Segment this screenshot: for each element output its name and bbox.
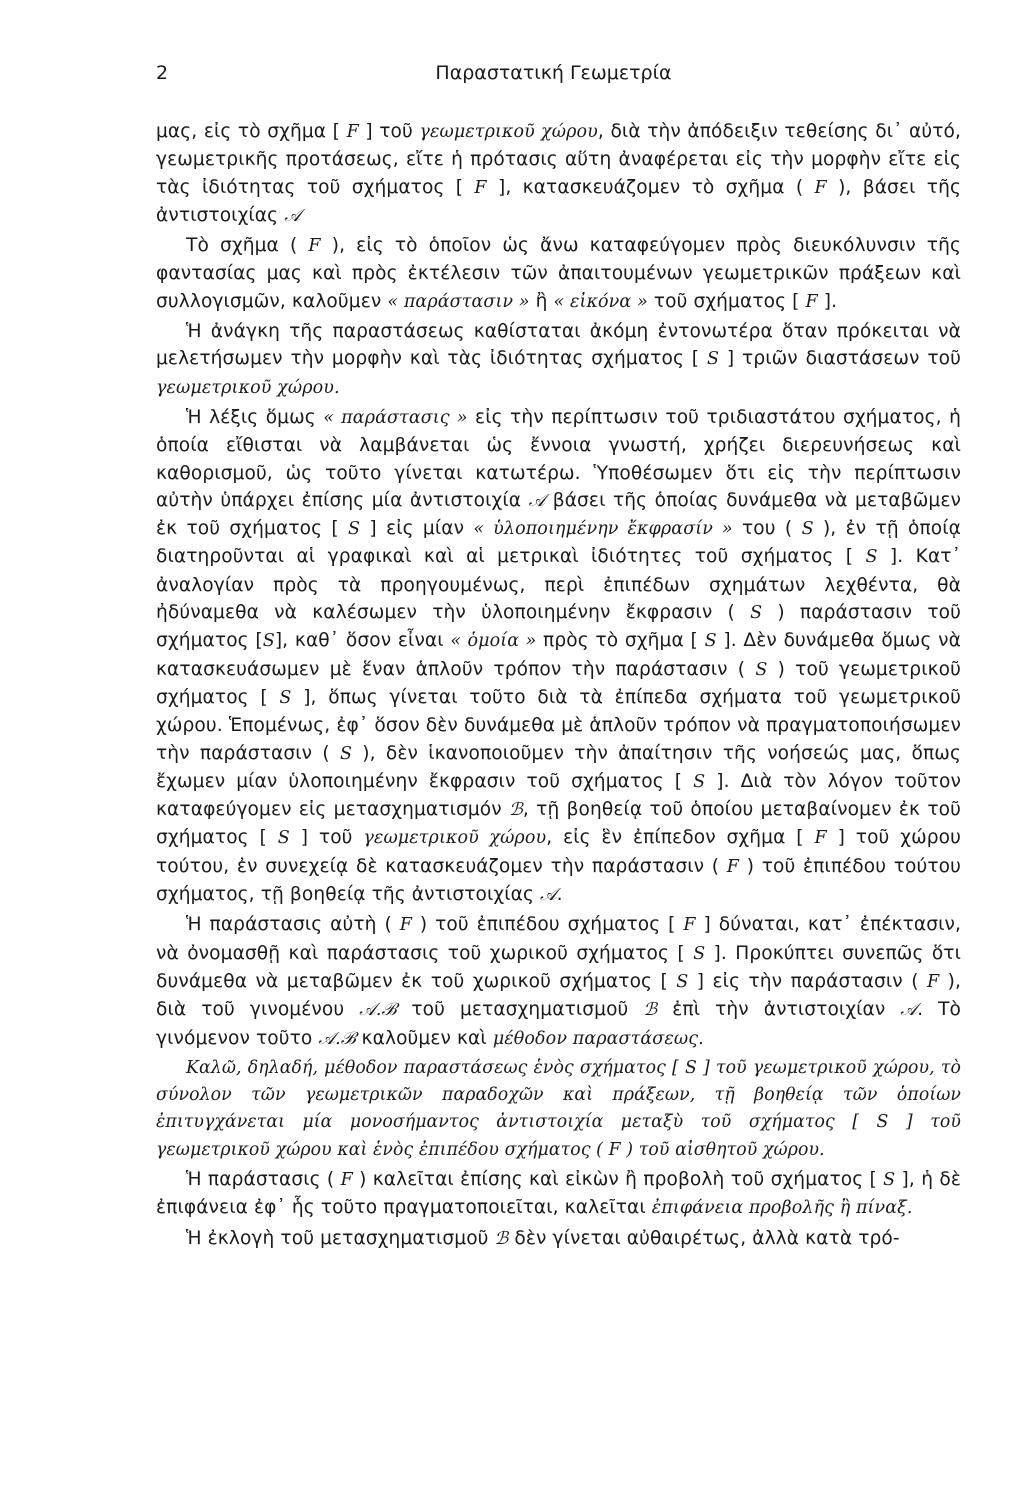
italic-text: S [693, 771, 706, 792]
text-run: , διὰ τὴν ἀπόδειξιν τεθείσης δι᾽ αὐτό, γεωμετρικῆς προτάσεως, εἴτε ἡ πρότασις αὕτη ἀναφέρεται εἰς τὴν μορφὴν εἴτε εἰς τὰς ἰδιότητας τοῦ σχήματος [ [156, 121, 962, 198]
text-run: . Τὸ γινόμενον τοῦτο [156, 999, 962, 1049]
italic-text: S [693, 943, 706, 964]
text-run: ), εἰς τὸ ὁποῖον ὡς ἄνω καταφεύγομεν πρὸς διευκόλυνσιν τῆς φαντασίας μας καὶ πρὸς ἐκτέλεσιν τῶν ἀπαιτουμένων γεωμετρικῶν πράξεων καὶ συλλογισμῶν, καλοῦμεν [156, 235, 961, 312]
text-run: καλοῦμεν καὶ [355, 1027, 493, 1049]
text-run: ), ἐν τῇ ὁποίᾳ διατηροῦνται αἱ γραφικαὶ καὶ αἱ μετρικαὶ ἰδιότητες τοῦ σχήματος [ [156, 518, 962, 568]
italic-text: F [683, 915, 696, 936]
italic-text: 𝒜 [540, 885, 557, 906]
italic-text: S [883, 1169, 896, 1190]
paragraph [156, 1166, 961, 1223]
text-run: ]. Προκύπτει συνεπῶς ὅτι δυνάμεθα νὰ μεταβῶμεν ἐκ τοῦ χωρικοῦ σχήματος [ [156, 942, 961, 992]
italic-text: γεωμετρικοῦ χώρου [419, 122, 598, 142]
italic-text: ℬ [643, 1000, 658, 1021]
italic-text: ℬ [509, 800, 523, 821]
italic-text: 𝒜.ℬ [318, 1028, 356, 1049]
paragraph [156, 232, 961, 316]
text-run: Ἡ ἐκλογὴ τοῦ μετασχηματισμοῦ [186, 1227, 495, 1249]
text-run: Ἡ ἀνάγκη τῆς παραστάσεως καθίσταται ἀκόμη ἐντονωτέρα ὅταν πρόκειται νὰ μελετήσωμεν τὴν μορφὴν καὶ τὰς ἰδιότητας σχήματος [ [156, 321, 961, 370]
text-run: Ἡ παράστασις ( [186, 1168, 341, 1190]
text-run: ), δὲν ἱκανοποιοῦμεν τὴν ἀπαίτησιν τῆς νοήσεώς μας, ὅπως ἔχωμεν μίαν ὑλοποιημένην ἔκφρασιν τοῦ σχήματος [ [156, 742, 961, 792]
paragraph [156, 404, 961, 909]
paragraph [156, 1225, 961, 1253]
italic-text: F [474, 177, 487, 198]
text-run: ) τοῦ ἐπιπέδου σχήματος [ [411, 914, 684, 936]
italic-text: F [346, 122, 359, 142]
italic-text: S [676, 971, 689, 992]
text-run: ) τοῦ ἐπιπέδου τούτου σχήματος, τῇ βοηθείᾳ τῆς ἀντιστοιχίας [156, 855, 961, 906]
text-run: ], καθ᾽ ὅσον εἶναι [274, 630, 451, 652]
running-title: Παραστατική Γεωμετρία [435, 62, 672, 84]
text-run: ), βάσει τῆς ἀντιστοιχίας [156, 176, 961, 226]
text-run: ]. [817, 290, 838, 312]
text-run: ], ἡ δὲ ἐπιφάνεια ἐφ᾽ ἧς τοῦτο πραγματοποιεῖται, καλεῖται [156, 1168, 961, 1219]
text-run: Καλῶ, δηλαδή, μέθοδον παραστάσεως ἑνὸς σχήματος [ S ] τοῦ γεωμετρικοῦ χώρου, τὸ σύνολον τῶν γεωμετρικῶν παραδοχῶν καὶ πράξεων, τῇ βοηθείᾳ τῶν ὁποίων ἐπιτυγχάνεται μία μονοσήμαντος ἀντιστοιχία μεταξὺ τοῦ σχήματος [ S ] τοῦ γεωμετρικοῦ χώρου καὶ ἑνὸς ἐπιπέδου σχήματος ( F ) τοῦ αἰσθητοῦ χώρου. [156, 1057, 961, 1160]
text-run: . [556, 884, 563, 906]
text-run: ) τοῦ γεωμετρικοῦ σχήματος [ [156, 658, 961, 708]
text-run: ]. Δὲν δυνάμεθα ὅμως νὰ κατασκευάσωμεν μὲ ἕναν ἁπλοῦν τρόπον τὴν παράστασιν ( [156, 630, 961, 680]
text-run: Ἡ λέξις ὅμως [186, 406, 324, 428]
text-run: ἐπὶ τὴν ἀντιστοιχίαν [657, 999, 901, 1021]
italic-text: « παράστασις » [323, 407, 468, 428]
text-run: Τὸ σχῆμα ( [186, 235, 309, 257]
text-run: ]. Διὰ τὸν λόγον τοῦτον καταφεύγομεν εἰς μετασχηματισμόν [156, 770, 961, 821]
italic-text: « παράστασιν » [387, 291, 530, 312]
paragraph [156, 318, 961, 402]
italic-text: F [399, 915, 412, 936]
text-run: ] εἰς τὴν παράστασιν ( [688, 970, 927, 992]
text-run: ] εἰς μίαν [360, 518, 474, 540]
italic-text: F [308, 236, 321, 257]
italic-text: « ὁμοία » [450, 631, 537, 652]
italic-text: ℬ [494, 1228, 509, 1249]
italic-text: 𝒜 [284, 205, 301, 226]
definition-paragraph [156, 1055, 961, 1164]
text-run: ) καλεῖται ἐπίσης καὶ εἰκὼν ἢ προβολὴ τοῦ σχήματος [ [352, 1168, 884, 1190]
italic-text: F [340, 1169, 353, 1190]
italic-text: F [726, 856, 740, 877]
text-run: τοῦ μετασχηματισμοῦ [396, 999, 644, 1021]
text-run: ]. Κατ᾽ ἀναλογίαν πρὸς τὰ προηγουμένως, περὶ ἐπιπέδων σχημάτων λεχθέντα, θὰ ἠδύναμεθα νὰ καλέσωμεν τὴν ὑλοποιημένην ἔκφρασιν ( [156, 546, 961, 624]
page-header [156, 62, 961, 96]
text-run: ), διὰ τοῦ γινομένου [156, 970, 961, 1021]
text-run: πρὸς τὸ σχῆμα [ [536, 630, 705, 652]
text-run: μας, εἰς τὸ σχῆμα [ [156, 121, 347, 142]
italic-text: F [814, 828, 827, 849]
italic-text: S [865, 547, 878, 568]
text-run: ] τριῶν διαστάσεων τοῦ [719, 348, 961, 370]
italic-text: ἐπιφάνεια προβολῆς ἢ πίναξ. [651, 1198, 913, 1219]
text-run: ) παράστασιν τοῦ σχήματος [ [156, 602, 961, 652]
italic-text: S [750, 603, 763, 624]
italic-text: S [801, 519, 814, 540]
text-run: δὲν γίνεται αὐθαιρέτως, ἀλλὰ κατὰ τρό- [508, 1227, 900, 1249]
text-run: τοῦ σχήματος [ [647, 290, 806, 312]
italic-text: F [814, 177, 827, 198]
text-run: ], κατασκευάζομεν τὸ σχῆμα ( [486, 176, 815, 198]
paragraph [156, 118, 961, 230]
text-run: ] τοῦ [358, 121, 420, 142]
italic-text: S [348, 519, 361, 540]
italic-text: 𝒜.ℬ [359, 1000, 397, 1021]
text-run: εἰς τὴν περίπτωσιν τοῦ τριδιαστάτου σχήματος, ἡ ὁποία εἴθισται νὰ λαμβάνεται ὡς ἔννοια γνωστή, χρήζει διερευνήσεως καὶ καθορισμοῦ, ὡς τοῦτο γίνεται κατωτέρω. Ὑποθέσωμεν ὅτι εἰς τὴν περίπτωσιν αὐτὴν ὑπάρχει ἐπίσης μία ἀντιστοιχία [156, 406, 961, 511]
italic-text: S [704, 631, 717, 652]
italic-text: F [805, 291, 818, 312]
text-run: ἢ [529, 290, 554, 312]
text-run: του ( [732, 518, 802, 540]
page-number: 2 [156, 62, 169, 84]
italic-text: 𝒜 [900, 1000, 918, 1021]
italic-text: F [926, 971, 940, 992]
italic-text: S [279, 687, 292, 708]
italic-text: S [262, 631, 275, 652]
italic-text: μέθοδον παραστάσεως. [492, 1028, 704, 1049]
italic-text: « εἰκόνα » [553, 291, 648, 312]
text-run: ] τοῦ [289, 827, 364, 849]
italic-text: γεωμετρικοῦ χώρου. [156, 377, 340, 398]
text-run: ], ὅπως γίνεται τοῦτο διὰ τὰ ἐπίπεδα σχήματα τοῦ γεωμετρικοῦ χώρου. Ἑπομένως, ἐφ᾽ ὅσον δὲν δυνάμεθα μὲ ἁπλοῦν τρόπον νὰ πραγματοποιήσωμεν τὴν παράστασιν ( [156, 686, 961, 764]
italic-text: S [339, 743, 353, 764]
italic-text: γεωμετρικοῦ χώρου [363, 828, 547, 849]
italic-text: « ὑλοποιημένην ἔκφρασίν » [473, 519, 733, 540]
italic-text: 𝒜 [528, 490, 546, 511]
paragraph [156, 911, 961, 1052]
text-run: , τῇ βοηθείᾳ τοῦ ὁποίου μεταβαίνομεν ἐκ τοῦ σχήματος [ [156, 799, 961, 849]
body-text [156, 118, 961, 1253]
text-run: ] τοῦ χώρου τούτου, ἐν συνεχείᾳ δὲ κατασκευάζομεν τὴν παράστασιν ( [156, 827, 962, 877]
text-run: βάσει τῆς ὁποίας δυνάμεθα νὰ μεταβῶμεν ἐκ τοῦ σχήματος [ [156, 489, 961, 540]
text-run: ] δύναται, κατ᾽ ἐπέκτασιν, νὰ ὀνομασθῇ καὶ παράστασις τοῦ χωρικοῦ σχήματος [ [156, 914, 961, 964]
italic-text: S [755, 659, 768, 680]
italic-text: S [706, 349, 720, 370]
text-run: Ἡ παράστασις αὐτὴ ( [186, 914, 400, 936]
text-run: , εἰς ἓν ἐπίπεδον σχῆμα [ [546, 827, 815, 849]
italic-text: S [277, 828, 290, 849]
